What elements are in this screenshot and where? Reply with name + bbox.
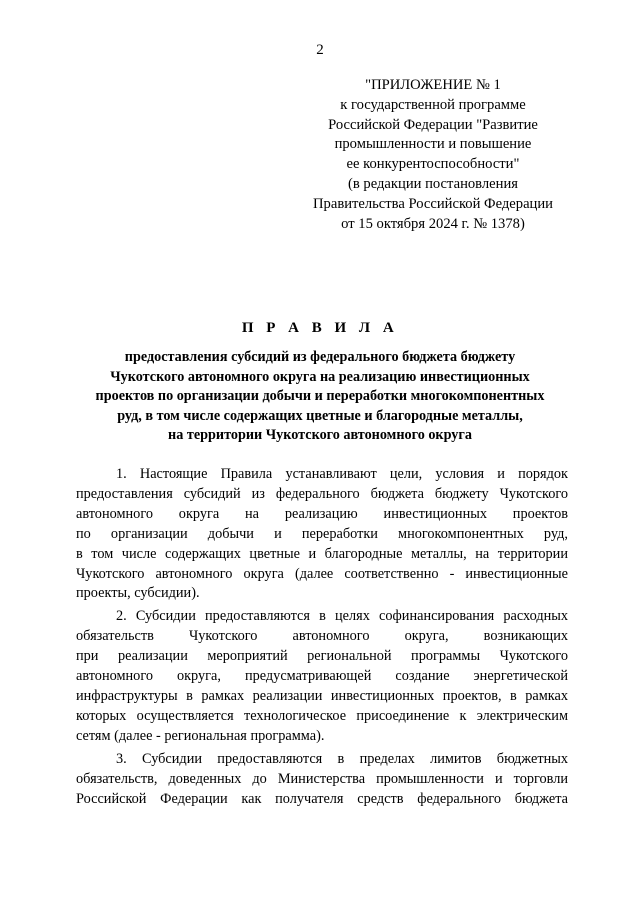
document-title: П Р А В И Л А	[241, 320, 399, 336]
paragraph-line: инфраструктуры в рамках реализации инвестиционных проектов, в рамках	[76, 687, 568, 704]
subtitle-line: предоставления субсидий из федерального бюджета бюджету	[124, 349, 516, 365]
subtitle-line: Чукотского автономного округа на реализацию инвестиционных	[110, 368, 530, 385]
paragraph-line: Российской Федерации как получателя средств федерального бюджета	[76, 790, 568, 807]
paragraph-1	[76, 465, 568, 604]
appendix-line: промышленности и повышение	[334, 136, 532, 153]
paragraph-line: обязательств Чукотского автономного округа, возникающих	[76, 628, 568, 645]
appendix-line: от 15 октября 2024 г. № 1378)	[341, 215, 525, 232]
paragraph-line: сетям (далее - региональная программа).	[76, 727, 325, 744]
paragraph-line: автономного округа, предусматривающей создание энергетической	[76, 668, 568, 685]
subtitle-line: на территории Чукотского автономного округа	[168, 427, 472, 444]
page-number: 2	[316, 42, 324, 58]
subtitle-line: проектов по организации добычи и переработки многокомпонентных	[95, 388, 545, 405]
paragraph-line: обязательств, доведенных до Министерства промышленности и торговли	[76, 770, 568, 787]
appendix-line: Российской Федерации "Развитие	[328, 116, 538, 133]
paragraph-line: 1. Настоящие Правила устанавливают цели, условия и порядок	[116, 466, 568, 482]
appendix-line: к государственной программе	[340, 96, 526, 113]
appendix-line: "ПРИЛОЖЕНИЕ № 1	[365, 77, 501, 93]
paragraph-line: 3. Субсидии предоставляются в пределах лимитов бюджетных	[116, 750, 568, 767]
paragraph-line: при реализации мероприятий региональной программы Чукотского	[76, 648, 568, 665]
document-body	[76, 465, 568, 812]
paragraph-line: в том числе содержащих цветные и благородные металлы, на территории	[76, 545, 568, 562]
appendix-line: (в редакции постановления	[348, 175, 518, 192]
paragraph-line: Чукотского автономного округа (далее соответственно - инвестиционные	[76, 565, 568, 582]
appendix-line: Правительства Российской Федерации	[313, 195, 553, 212]
paragraph-3	[76, 750, 568, 810]
paragraph-line: предоставления субсидий из федерального бюджета бюджету Чукотского	[76, 485, 568, 502]
subtitle-line: руд, в том числе содержащих цветные и благородные металлы,	[117, 407, 523, 424]
appendix-header	[298, 76, 568, 234]
paragraph-line: 2. Субсидии предоставляются в целях софинансирования расходных	[116, 608, 568, 625]
paragraph-2	[76, 607, 568, 746]
paragraph-line: по организации добычи и переработки многокомпонентных руд,	[76, 525, 568, 542]
document-subtitle	[60, 348, 580, 446]
paragraph-line: которых осуществляется технологическое присоединение к электрическим	[76, 707, 568, 724]
paragraph-line: автономного округа на реализацию инвестиционных проектов	[76, 505, 568, 522]
appendix-line: ее конкурентоспособности"	[346, 156, 520, 173]
paragraph-line: проекты, субсидии).	[76, 585, 200, 602]
